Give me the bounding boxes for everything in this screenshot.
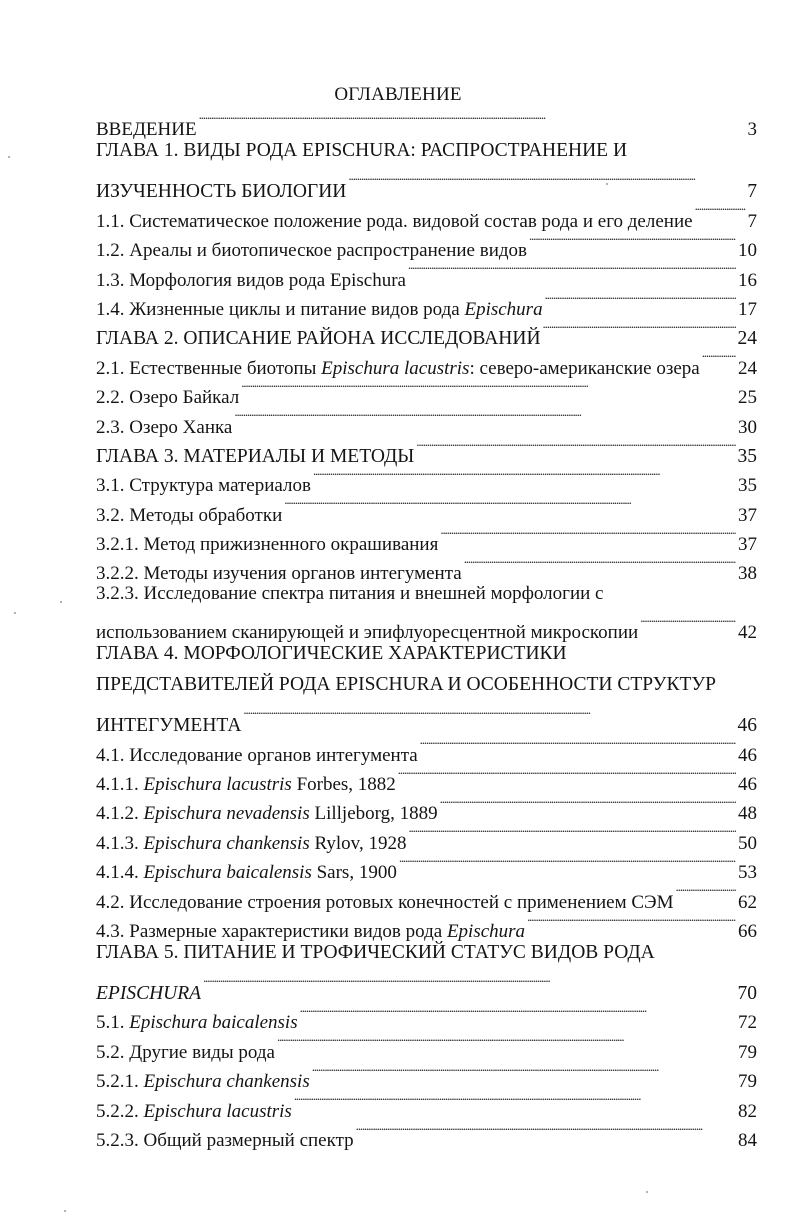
toc-entry — [96, 106, 757, 141]
toc-entry-species-name: Epischura lacustris — [321, 357, 470, 379]
dot-leader — [243, 700, 735, 731]
dot-leader — [440, 790, 736, 819]
toc-entry-title — [96, 1126, 354, 1155]
toc-page-number: 24 — [737, 328, 757, 350]
toc-entry-text: 1.4. Жизненные циклы и питание видов рода — [96, 298, 465, 320]
toc-entry-text: 2.3. Озеро Ханка — [96, 416, 233, 438]
toc-entry-text-suffix: Forbes, 1882 — [291, 774, 396, 796]
toc-entry — [96, 609, 757, 644]
toc-entry-title — [96, 674, 716, 695]
dot-leader — [408, 819, 736, 848]
toc-entry-title — [96, 829, 406, 858]
toc-entry-text: ГЛАВА 3. МАТЕРИАЛЫ И МЕТОДЫ — [96, 445, 415, 467]
toc-page-number: 16 — [738, 269, 757, 291]
toc-page-number: 37 — [738, 534, 757, 556]
toc-page-number: 37 — [738, 504, 757, 526]
toc-entry-title — [96, 140, 627, 161]
dot-leader — [420, 731, 736, 760]
toc-entry — [96, 135, 757, 166]
toc-page-number: 17 — [738, 298, 757, 320]
toc-entry-text: 3.2.2. Методы изучения органов интегумента — [96, 563, 462, 585]
toc-page-number: 3 — [747, 119, 757, 141]
toc-entry-title — [96, 770, 396, 799]
dot-leader — [440, 521, 736, 550]
dot-leader — [199, 106, 746, 135]
dot-leader — [543, 315, 736, 344]
toc-entry-text: ИЗУЧЕННОСТЬ БИОЛОГИИ — [96, 181, 347, 203]
dot-leader — [294, 1087, 736, 1116]
toc-entry-text-suffix: Lilljeborg, 1889 — [309, 803, 438, 825]
toc-entry — [96, 937, 757, 968]
scan-speck — [646, 1191, 648, 1193]
toc-page-number: 7 — [747, 181, 757, 203]
toc-entry — [96, 968, 757, 1004]
toc-entry-species-name: EPISCHURA — [96, 982, 202, 1004]
toc-page-number: 79 — [738, 1071, 757, 1093]
toc-page-number: 35 — [737, 445, 757, 467]
dot-leader — [640, 609, 736, 638]
toc-entry-text: 2.1. Естественные биотопы — [96, 357, 322, 379]
toc-entry — [96, 579, 757, 608]
toc-entry-title — [96, 741, 418, 770]
toc-page-number: 46 — [738, 744, 757, 766]
toc-entry-text: ГЛАВА 5. ПИТАНИЕ И ТРОФИЧЕСКИЙ СТАТУС ВИДОВ РОДА — [96, 941, 655, 963]
dot-leader — [416, 433, 735, 462]
toc-entry-text: 4.1.1. — [96, 774, 144, 796]
toc-entry-species-name: Epischura chankensis — [143, 832, 310, 854]
toc-entry-text: 5.2.2. — [96, 1100, 144, 1122]
toc-entry-text: 5.2.1. — [96, 1071, 144, 1093]
toc-entry-title — [96, 383, 239, 412]
toc-entry-text-suffix: Sars, 1900 — [311, 862, 397, 884]
toc-entry-text: ГЛАВА 2. ОПИСАНИЕ РАЙОНА ИССЛЕДОВАНИЙ — [96, 328, 541, 350]
dot-leader — [399, 849, 736, 878]
toc-entry-text: ГЛАВА 4. МОРФОЛОГИЧЕСКИЕ ХАРАКТЕРИСТИКИ — [96, 643, 567, 665]
toc-entry-text: ГЛАВА 1. ВИДЫ РОДА EPISCHURA: РАСПРОСТРАНЕНИЕ И — [96, 140, 628, 162]
toc-entry-title — [96, 643, 567, 664]
toc-entry-text: 4.2. Исследование строения ротовых конечностей с применением СЭМ — [96, 891, 674, 913]
scan-speck — [60, 601, 62, 603]
toc-entry-text-suffix: Rylov, 1928 — [309, 832, 407, 854]
toc-entry-title — [96, 1067, 310, 1096]
toc-page-number: 30 — [738, 416, 757, 438]
dot-leader — [545, 286, 736, 315]
scan-speck — [14, 612, 16, 614]
toc-entry-title — [96, 324, 541, 353]
toc-page-number: 7 — [747, 210, 757, 232]
toc-entry-text: использованием сканирующей и эпифлуоресцентной микроскопии — [96, 622, 639, 644]
dot-leader — [408, 256, 736, 285]
toc-entry-species-name: Epischura chankensis — [143, 1071, 310, 1093]
toc-entry-text: 5.2. Другие виды рода — [96, 1041, 275, 1063]
toc-entry — [96, 638, 757, 669]
dot-leader — [356, 1117, 736, 1146]
scan-speck — [606, 183, 608, 185]
dot-leader — [702, 344, 736, 373]
toc-page-number: 84 — [738, 1129, 757, 1151]
dot-leader — [348, 166, 745, 197]
toc-entry-text: 5.1. — [96, 1012, 130, 1034]
toc-page-number: 48 — [738, 803, 757, 825]
toc-entry-title — [96, 501, 282, 530]
toc-entry-species-name: Epischura baicalensis — [129, 1012, 298, 1034]
toc-entry-species-name: Epischura — [446, 920, 526, 942]
toc-page-number: 25 — [738, 387, 757, 409]
toc-page-number: 50 — [738, 832, 757, 854]
dot-leader — [284, 491, 736, 520]
toc-page-number: 82 — [738, 1100, 757, 1122]
toc-entry-title — [96, 176, 346, 207]
toc-page-number: 79 — [738, 1041, 757, 1063]
toc-entry-text: ИНТЕГУМЕНТА — [96, 715, 242, 737]
toc-entry-title — [96, 266, 406, 295]
toc-page-number: 10 — [738, 240, 757, 262]
toc-entry-title — [96, 413, 232, 442]
dot-leader — [241, 374, 736, 403]
toc-entry-title — [96, 1097, 292, 1126]
toc-entry-text: ПРЕДСТАВИТЕЛЕЙ РОДА EPISCHURA И ОСОБЕННОСТИ СТРУКТУР — [96, 674, 717, 696]
toc-entry-text: 5.2.3. Общий размерный спектр — [96, 1129, 354, 1151]
toc-page-number: 38 — [738, 563, 757, 585]
dot-leader — [695, 197, 746, 226]
toc-entry-title — [96, 799, 438, 828]
toc-entry-title — [96, 978, 201, 1009]
toc-entry-text: 4.1. Исследование органов интегумента — [96, 744, 418, 766]
toc-entry — [96, 669, 757, 700]
toc-entry-text: 1.1. Систематическое положение рода. видовой состав рода и его деление — [96, 210, 693, 232]
toc-entry-text: 3.2. Методы обработки — [96, 504, 283, 526]
toc-entry-text: 4.1.4. — [96, 862, 144, 884]
toc-entry-title — [96, 710, 241, 741]
toc-entry-text: 4.3. Размерные характеристики видов рода — [96, 920, 447, 942]
page-title: ОГЛАВЛЕНИЕ — [334, 84, 462, 105]
toc-entry-species-name: Epischura lacustris — [143, 774, 292, 796]
dot-leader — [203, 968, 735, 999]
toc-entry — [96, 700, 757, 737]
toc-entry-title — [96, 583, 603, 604]
dot-leader — [312, 1058, 736, 1087]
toc-entry-text-suffix: : северо-американские озера — [469, 357, 700, 379]
scan-speck — [64, 1210, 66, 1212]
toc-page-number: 70 — [737, 982, 757, 1004]
scan-speck — [8, 156, 10, 158]
toc-page-number: 46 — [738, 774, 757, 796]
toc-entry-species-name: Epischura baicalensis — [143, 862, 312, 884]
toc-entry-text: 3.2.1. Метод прижизненного окрашивания — [96, 534, 439, 556]
dot-leader — [464, 550, 736, 579]
toc-entry-title — [96, 1038, 275, 1067]
dot-leader — [313, 462, 736, 491]
toc-entry-title — [96, 530, 438, 559]
toc-entry-text: ВВЕДЕНИЕ — [96, 119, 197, 141]
toc-entry-species-name: Epischura — [464, 298, 543, 320]
dot-leader — [234, 403, 736, 432]
toc-page-number: 35 — [738, 475, 757, 497]
toc-entry-species-name: Epischura lacustris — [143, 1100, 292, 1122]
toc-entry-species-name: Epischura nevadensis — [143, 803, 310, 825]
toc-entry-text: 4.1.2. — [96, 803, 144, 825]
toc-entry-title — [96, 1008, 298, 1037]
toc-entry-title — [96, 858, 397, 887]
toc-page-number: 42 — [738, 622, 757, 644]
dot-leader — [300, 999, 736, 1028]
toc-page-number: 62 — [738, 891, 757, 913]
toc-page-number: 46 — [737, 715, 757, 737]
toc-page-number: 72 — [738, 1012, 757, 1034]
toc-entry-title — [96, 471, 311, 500]
dot-leader — [676, 878, 737, 907]
toc-entry-text: 4.1.3. — [96, 832, 144, 854]
toc-entry-text: 1.2. Ареалы и биотопическое распространение видов — [96, 240, 528, 262]
toc-entry — [96, 166, 757, 203]
dot-leader — [277, 1028, 736, 1057]
toc-entry-text: 3.2.3. Исследование спектра питания и внешней морфологии с — [96, 583, 604, 605]
dot-leader — [529, 227, 736, 256]
toc-page-number: 24 — [738, 357, 757, 379]
toc-page-number: 66 — [738, 920, 757, 942]
table-of-contents — [96, 106, 757, 1151]
toc-entry-title — [96, 295, 543, 324]
toc-page-number: 53 — [738, 862, 757, 884]
dot-leader — [527, 908, 736, 937]
toc-entry-text: 3.1. Структура материалов — [96, 475, 311, 497]
dot-leader — [398, 761, 736, 790]
toc-entry-text: 2.2. Озеро Байкал — [96, 387, 240, 409]
toc-entry-title — [96, 942, 655, 963]
toc-entry-text: 1.3. Морфология видов рода Epischura — [96, 269, 406, 291]
